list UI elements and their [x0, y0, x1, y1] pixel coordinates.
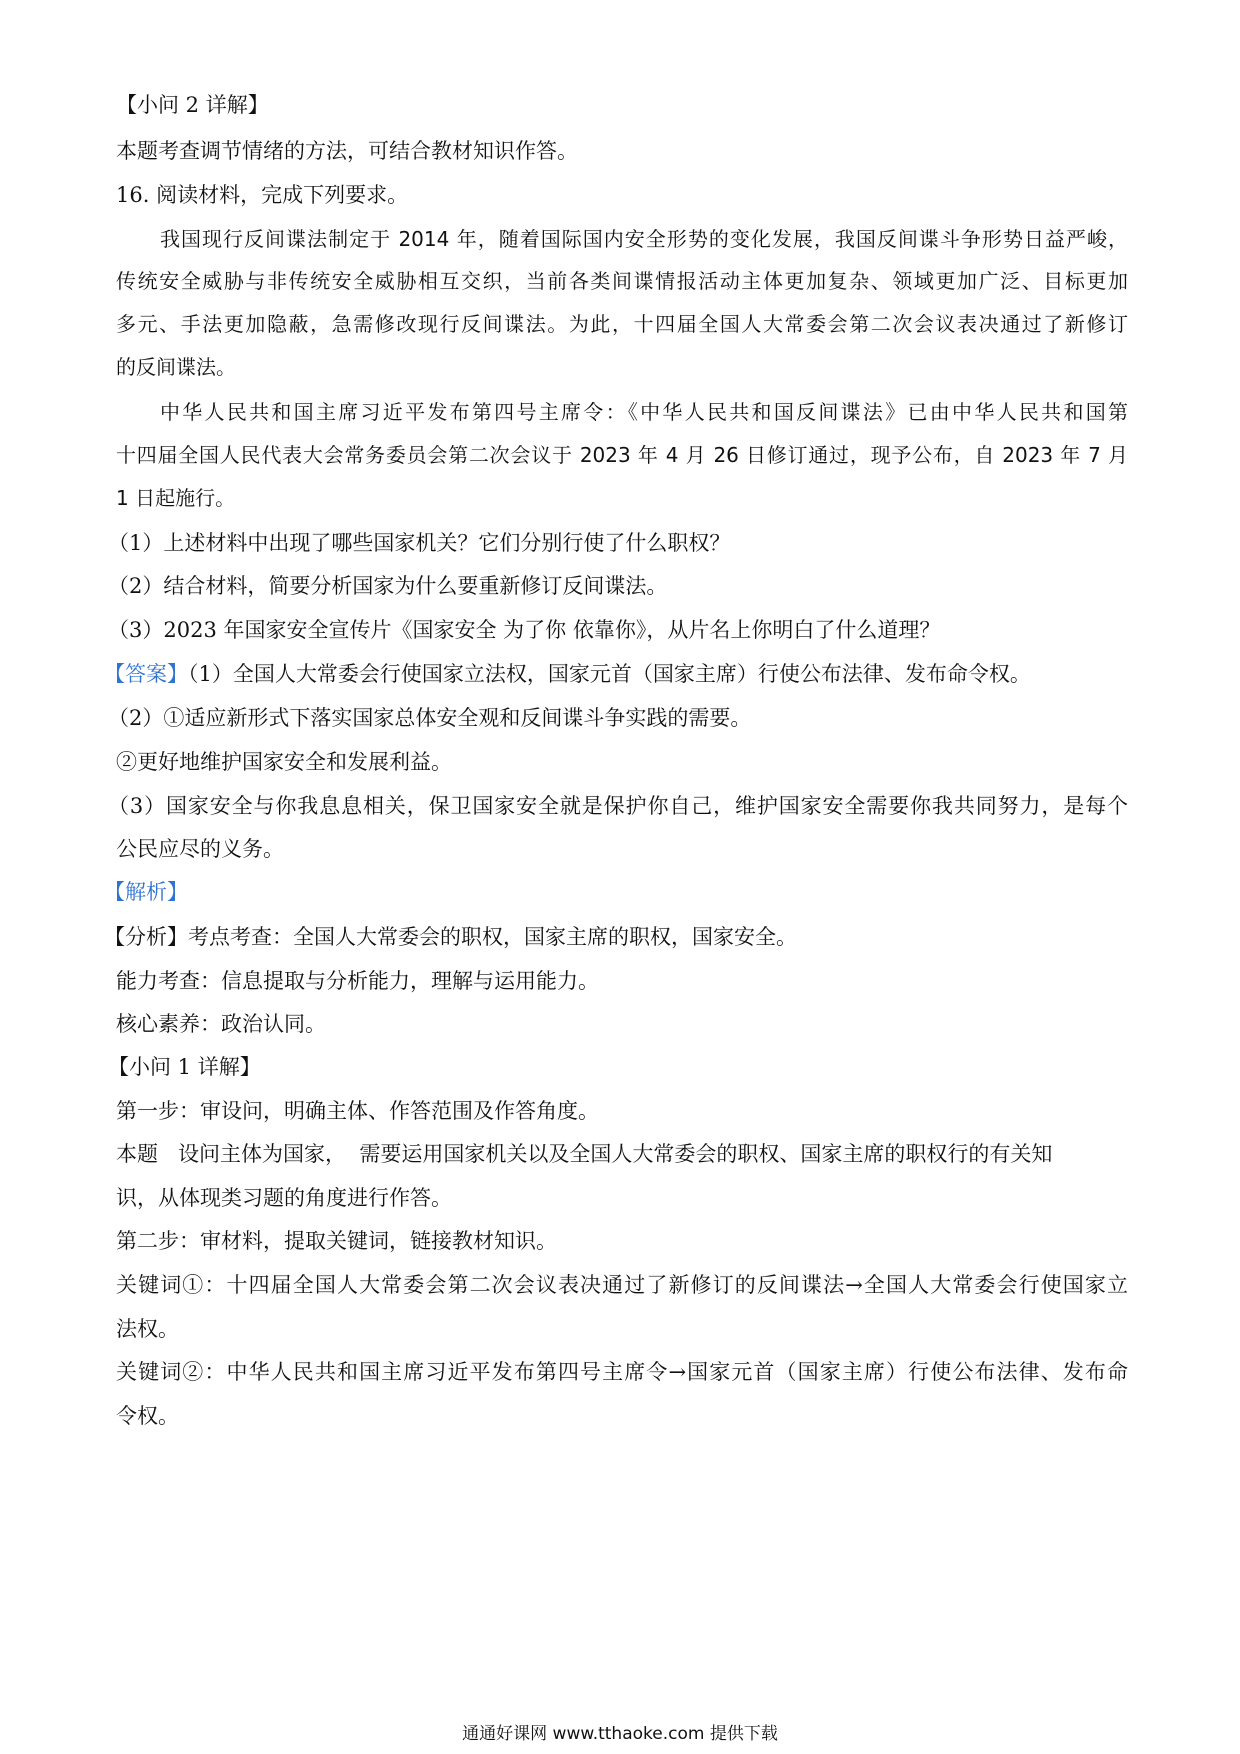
answer-line-1 — [104, 659, 1031, 689]
question-part-2: （2）结合材料，简要分析国家为什么要重新修订反间谍法。 — [108, 574, 668, 598]
answer-part-2: （2）①适应新形式下落实国家总体安全观和反间谍斗争实践的需要。 — [108, 706, 752, 730]
material-paragraph-1-line-3: 多元、手法更加隐蔽，急需修改现行反间谍法。为此，十四届全国人大常委会第二次会议表决通过了新修订 — [116, 312, 1128, 336]
answer-part-1: （1）全国人大常委会行使国家立法权，国家元首（国家主席）行使公布法律、发布命令权。 — [188, 662, 1031, 686]
material-paragraph-2-line-1: 中华人民共和国主席习近平发布第四号主席令：《中华人民共和国反间谍法》已由中华人民共和国第 — [160, 400, 1128, 424]
keyword-2-line-1: 关键词②：中华人民共和国主席习近平发布第四号主席令→国家元首（国家主席）行使公布法律、发布命 — [116, 1360, 1128, 1384]
analysis-tag: 【解析】 — [104, 880, 188, 904]
page-footer: 通通好课网 www.tthaoke.com 提供下载 — [462, 1724, 778, 1744]
material-paragraph-1-line-2: 传统安全威胁与非传统安全威胁相互交织，当前各类间谍情报活动主体更加复杂、领域更加广泛、目标更加 — [116, 269, 1128, 293]
keyword-1-line-1: 关键词①：十四届全国人大常委会第二次会议表决通过了新修订的反间谍法→全国人大常委会行使国家立 — [116, 1273, 1128, 1297]
core-literacy: 核心素养：政治认同。 — [116, 1012, 326, 1036]
material-paragraph-1-line-4: 的反间谍法。 — [116, 355, 236, 379]
answer-part-3-continued: 公民应尽的义务。 — [116, 837, 284, 861]
question-16-title: 16. 阅读材料，完成下列要求。 — [116, 183, 409, 207]
material-paragraph-2-line-3: 1 日起施行。 — [116, 486, 236, 510]
analysis-summary: 【分析】考点考查：全国人大常委会的职权，国家主席的职权，国家安全。 — [104, 925, 797, 949]
answer-part-3: （3）国家安全与你我息息相关，保卫国家安全就是保护你自己，维护国家安全需要你我共同努力，是每个 — [108, 794, 1128, 818]
question-part-1: （1）上述材料中出现了哪些国家机关？它们分别行使了什么职权？ — [108, 531, 731, 555]
answer-part-2-continued: ②更好地维护国家安全和发展利益。 — [116, 750, 452, 774]
step-1-detail-line-1: 本题 设问主体为国家， 需要运用国家机关以及全国人大常委会的职权、国家主席的职权行的有关知 — [116, 1142, 1053, 1166]
keyword-2-line-2: 令权。 — [116, 1404, 179, 1428]
answer-tag: 【答案】 — [104, 662, 188, 686]
subquestion-1-heading: 【小问 1 详解】 — [108, 1055, 261, 1079]
keyword-1-line-2: 法权。 — [116, 1317, 179, 1341]
material-paragraph-2-line-2: 十四届全国人民代表大会常务委员会第二次会议于 2023 年 4 月 26 日修订通过，现予公布，自 2023 年 7 月 — [116, 443, 1128, 467]
step-1: 第一步：审设问，明确主体、作答范围及作答角度。 — [116, 1099, 599, 1123]
ability-assessment: 能力考查：信息提取与分析能力，理解与运用能力。 — [116, 969, 599, 993]
step-1-detail-line-2: 识，从体现类习题的角度进行作答。 — [116, 1186, 452, 1210]
material-paragraph-1-line-1: 我国现行反间谍法制定于 2014 年，随着国际国内安全形势的变化发展，我国反间谍斗争形势日益严峻， — [160, 227, 1128, 251]
subquestion-2-explanation: 本题考查调节情绪的方法，可结合教材知识作答。 — [116, 139, 578, 163]
step-2: 第二步：审材料，提取关键词，链接教材知识。 — [116, 1229, 557, 1253]
question-part-3: （3）2023 年国家安全宣传片《国家安全 为了你 依靠你》，从片名上你明白了什么道理？ — [108, 618, 941, 642]
subquestion-2-heading: 【小问 2 详解】 — [116, 93, 269, 117]
